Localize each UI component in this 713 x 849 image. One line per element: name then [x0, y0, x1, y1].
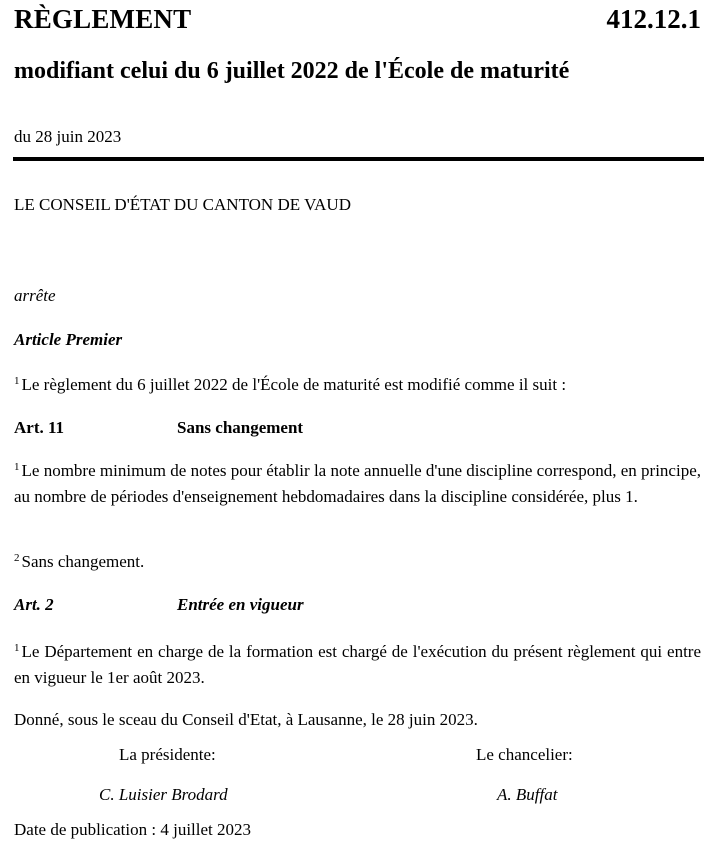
chancellor-name: A. Buffat	[497, 785, 558, 804]
art2-paragraph-1	[14, 640, 701, 690]
alinea-number: 1	[14, 642, 20, 654]
document-subtitle: modifiant celui du 6 juillet 2022 de l'École de maturité	[14, 58, 570, 84]
art2-title: Entrée en vigueur	[177, 595, 304, 614]
art11-title: Sans changement	[177, 418, 304, 437]
arrete-label: arrête	[14, 286, 56, 305]
art11-heading	[14, 418, 614, 438]
authority: LE CONSEIL D'ÉTAT DU CANTON DE VAUD	[14, 195, 351, 214]
publication-date: Date de publication : 4 juillet 2023	[14, 820, 252, 839]
president-title: La présidente:	[119, 745, 216, 764]
art2-label: Art. 2	[14, 595, 54, 614]
alinea-text: Le Département en charge de la formation est chargé de l'exécution du présent règlement qui entre en vigueur le 1er août 2023.	[14, 642, 701, 687]
alinea-text: Le nombre minimum de notes pour établir la note annuelle d'une discipline correspond, en principe, au nombre de périodes d'enseignement hebdomadaires dans la discipline considérée, plus 1.	[14, 461, 701, 506]
alinea-number: 1	[14, 461, 20, 473]
document-number: 412.12.1	[606, 4, 701, 34]
art2-heading	[14, 595, 614, 615]
document-title: RÈGLEMENT	[14, 4, 192, 34]
alinea-number: 1	[14, 375, 20, 387]
art11-paragraph-1	[14, 459, 701, 509]
president-name: C. Luisier Brodard	[99, 785, 228, 804]
article-premier-paragraph	[14, 375, 566, 395]
chancellor-title: Le chancelier:	[476, 745, 573, 764]
given-statement: Donné, sous le sceau du Conseil d'Etat, à Lausanne, le 28 juin 2023.	[14, 710, 478, 729]
article-premier-heading: Article Premier	[14, 330, 123, 349]
alinea-text: Le règlement du 6 juillet 2022 de l'École de maturité est modifié comme il suit :	[21, 375, 567, 394]
document-date: du 28 juin 2023	[14, 127, 122, 146]
art11-paragraph-2	[14, 552, 144, 572]
header-divider	[13, 157, 704, 161]
art11-label: Art. 11	[14, 418, 65, 437]
alinea-text: Sans changement.	[21, 552, 145, 571]
alinea-number: 2	[14, 552, 20, 564]
